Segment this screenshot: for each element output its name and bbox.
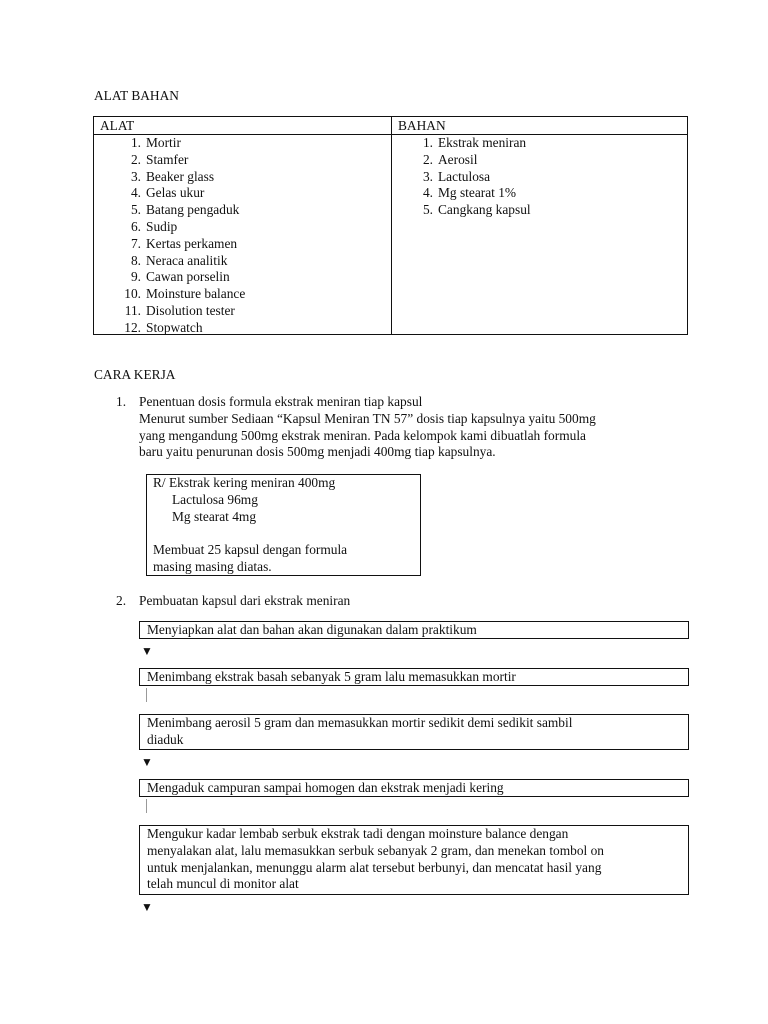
step-1-line: Menurut sumber Sediaan “Kapsul Meniran TN 57” dosis tiap kapsulnya yaitu 500mg <box>139 410 596 426</box>
list-item-text: Sudip <box>146 218 178 234</box>
step-1-line: baru yaitu penurunan dosis 500mg menjadi 400mg tiap kapsulnya. <box>139 444 496 460</box>
list-item-text: Cangkang kapsul <box>438 202 531 218</box>
step-1-block <box>139 394 699 461</box>
list-item-text: Batang pengaduk <box>146 202 240 218</box>
list-item-number: 12. <box>124 319 141 335</box>
list-item-number: 2. <box>130 151 141 167</box>
list-item-number: 1. <box>130 135 141 150</box>
list-item-number: 5. <box>130 202 141 218</box>
list-item-text: Stopwatch <box>146 319 203 335</box>
alat-column-header: ALAT <box>100 118 135 133</box>
step-2-number: 2. <box>116 593 127 608</box>
list-item-number: 3. <box>130 168 141 184</box>
list-item-number: 3. <box>422 168 433 184</box>
list-item-text: Cawan porselin <box>146 269 230 285</box>
connector-line <box>146 688 147 702</box>
list-item-number: 9. <box>130 269 141 285</box>
recipe-note: masing masing diatas. <box>153 558 272 574</box>
step-1-title: Penentuan dosis formula ekstrak meniran tiap kapsul <box>139 394 423 409</box>
list-item-number: 8. <box>130 252 141 268</box>
list-item-number: 10. <box>124 286 141 302</box>
recipe-line: R/ Ekstrak kering meniran 400mg <box>153 475 336 490</box>
flow-step <box>139 714 689 750</box>
list-item-number: 7. <box>130 235 141 251</box>
step-2-title: Pembuatan kapsul dari ekstrak meniran <box>139 593 351 608</box>
list-item-text: Lactulosa <box>438 168 491 184</box>
flow-step-text: untuk menjalankan, menunggu alarm alat tersebut berbunyi, dan mencatat hasil yang <box>147 859 602 875</box>
list-item-number: 2. <box>422 151 433 167</box>
recipe-note: Membuat 25 kapsul dengan formula <box>153 542 348 558</box>
flow-step <box>139 779 689 797</box>
down-arrow-icon: ▼ <box>141 755 153 769</box>
flow-step-text: diaduk <box>147 731 184 747</box>
flow-step <box>139 621 689 639</box>
list-item-number: 4. <box>130 185 141 201</box>
list-item-text: Kertas perkamen <box>146 235 238 251</box>
list-item-number: 4. <box>422 185 433 201</box>
flow-step-text: Mengukur kadar lembab serbuk ekstrak tadi dengan moinsture balance dengan <box>147 826 569 841</box>
list-item-text: Mortir <box>146 135 181 150</box>
alat-bahan-heading: ALAT BAHAN <box>94 88 179 103</box>
flow-step-text: Menimbang ekstrak basah sebanyak 5 gram lalu memasukkan mortir <box>147 669 516 684</box>
flow-step <box>139 825 689 895</box>
down-arrow-icon: ▼ <box>141 900 153 914</box>
list-item-text: Neraca analitik <box>146 252 228 268</box>
list-item-number: 6. <box>130 218 141 234</box>
table-column-divider <box>391 117 392 334</box>
list-item-number: 5. <box>422 202 433 218</box>
down-arrow-icon: ▼ <box>141 644 153 658</box>
list-item-text: Disolution tester <box>146 302 235 318</box>
list-item-text: Stamfer <box>146 151 189 167</box>
bahan-column-header: BAHAN <box>398 118 446 133</box>
step-1-line: yang mengandung 500mg ekstrak meniran. Pada kelompok kami dibuatlah formula <box>139 427 586 443</box>
flow-step-text: telah muncul di monitor alat <box>147 876 299 892</box>
list-item-text: Moinsture balance <box>146 286 246 302</box>
list-item-number: 11. <box>124 302 141 318</box>
recipe-box <box>146 474 421 576</box>
list-item-number: 1. <box>422 135 433 150</box>
list-item-text: Ekstrak meniran <box>438 135 527 150</box>
flow-step-text: menyalakan alat, lalu memasukkan serbuk sebanyak 2 gram, dan menekan tombol on <box>147 842 605 858</box>
flow-step-text: Mengaduk campuran sampai homogen dan ekstrak menjadi kering <box>147 780 504 795</box>
step-1-number: 1. <box>116 394 127 409</box>
recipe-line: Mg stearat 4mg <box>172 508 257 524</box>
list-item-text: Beaker glass <box>146 168 215 184</box>
recipe-line: Lactulosa 96mg <box>172 491 258 507</box>
connector-line <box>146 799 147 813</box>
flow-step-text: Menimbang aerosil 5 gram dan memasukkan mortir sedikit demi sedikit sambil <box>147 715 573 730</box>
cara-kerja-heading: CARA KERJA <box>94 367 176 382</box>
flow-step-text: Menyiapkan alat dan bahan akan digunakan dalam praktikum <box>147 622 477 637</box>
list-item-text: Aerosil <box>438 151 478 167</box>
list-item-text: Gelas ukur <box>146 185 205 201</box>
list-item-text: Mg stearat 1% <box>438 185 517 201</box>
flow-step <box>139 668 689 686</box>
alat-bahan-table <box>93 116 688 335</box>
